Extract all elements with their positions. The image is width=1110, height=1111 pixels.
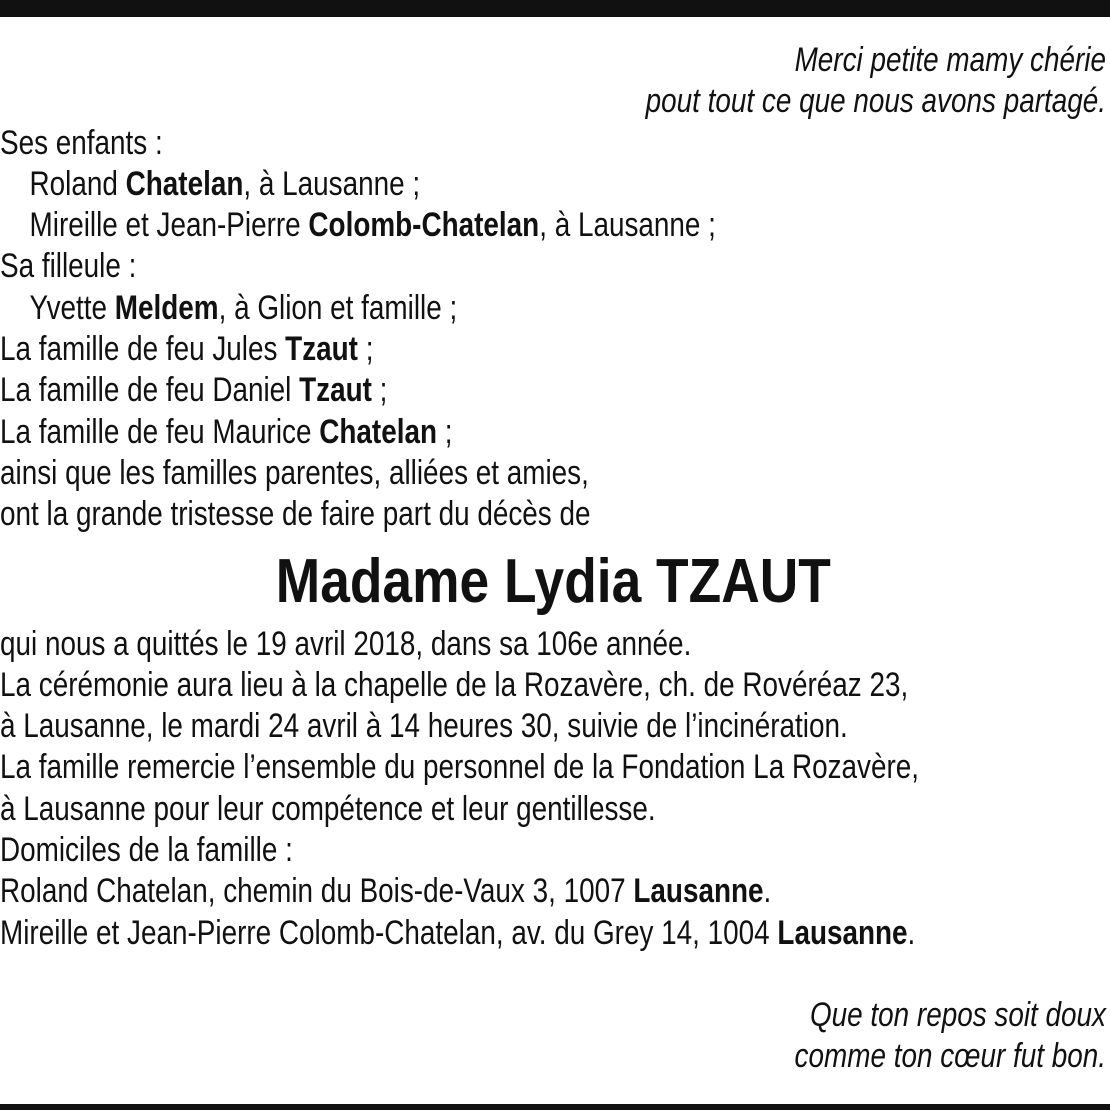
address-line-1: Roland Chatelan, chemin du Bois-de-Vaux 3, 1007 Lausanne. bbox=[0, 872, 772, 911]
detail-line-2: La cérémonie aura lieu à la chapelle de la Rozavère, ch. de Rovéréaz 23, bbox=[0, 665, 909, 704]
mourner-child-2: Mireille et Jean-Pierre Colomb-Chatelan, à Lausanne ; bbox=[29, 206, 716, 245]
detail-line-1: qui nous a quittés le 19 avril 2018, dans sa 106e année. bbox=[0, 624, 692, 663]
address-line-2: Mireille et Jean-Pierre Colomb-Chatelan, av. du Grey 14, 1004 Lausanne. bbox=[0, 913, 916, 952]
surname: Tzaut bbox=[285, 330, 358, 369]
mourner-family-3: La famille de feu Maurice Chatelan ; bbox=[0, 412, 453, 451]
detail-line-6: Domiciles de la famille : bbox=[0, 831, 293, 870]
children-label: Ses enfants : bbox=[0, 123, 163, 162]
surname: Tzaut bbox=[299, 371, 372, 410]
mourner-child-1: Roland Chatelan, à Lausanne ; bbox=[29, 164, 421, 203]
detail-line-4: La famille remercie l’ensemble du personnel de la Fondation La Rozavère, bbox=[0, 748, 920, 787]
closing-quote-line-1: Que ton repos soit doux bbox=[809, 995, 1106, 1034]
epigraph-line-2: pout tout ce que nous avons partagé. bbox=[645, 82, 1106, 121]
surname: Meldem bbox=[114, 288, 219, 327]
mourner-family-1: La famille de feu Jules Tzaut ; bbox=[0, 330, 374, 369]
closing-line-1: ainsi que les familles parentes, alliées et amies, bbox=[0, 453, 589, 492]
top-rule bbox=[0, 0, 1110, 17]
detail-line-3: à Lausanne, le mardi 24 avril à 14 heures 30, suivie de l’incinération. bbox=[0, 707, 848, 746]
detail-line-5: à Lausanne pour leur compétence et leur gentillesse. bbox=[0, 789, 656, 828]
bottom-rule bbox=[0, 1104, 1110, 1110]
mourner-family-2: La famille de feu Daniel Tzaut ; bbox=[0, 371, 388, 410]
goddaughter-label: Sa filleule : bbox=[0, 247, 137, 286]
deceased-name: Madame Lydia TZAUT bbox=[275, 546, 831, 616]
closing-quote-line-2: comme ton cœur fut bon. bbox=[794, 1037, 1106, 1076]
closing-line-2: ont la grande tristesse de faire part du décès de bbox=[0, 495, 591, 534]
surname: Chatelan bbox=[125, 164, 244, 203]
mourner-goddaughter: Yvette Meldem, à Glion et famille ; bbox=[29, 288, 458, 327]
surname: Chatelan bbox=[319, 412, 437, 451]
obituary-notice bbox=[0, 40, 1106, 1078]
epigraph-line-1: Merci petite mamy chérie bbox=[794, 41, 1106, 79]
surname: Colomb-Chatelan bbox=[308, 206, 540, 245]
city: Lausanne bbox=[777, 913, 908, 952]
city: Lausanne bbox=[633, 872, 764, 911]
